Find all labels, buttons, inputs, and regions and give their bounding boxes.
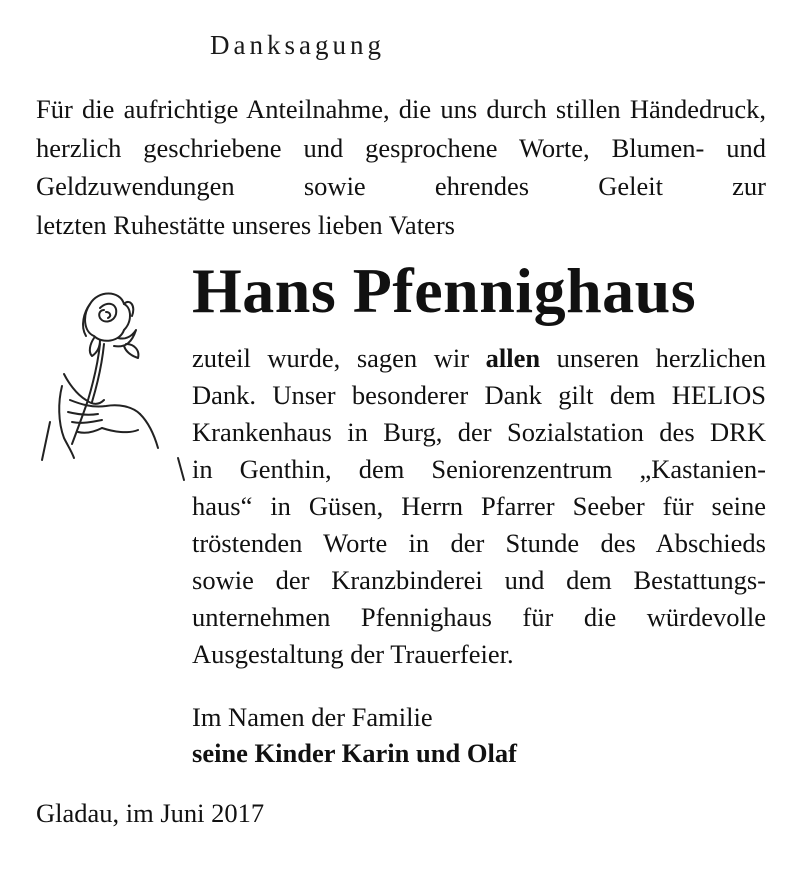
- intro-paragraph: [36, 90, 766, 244]
- deceased-name: Hans Pfennighaus: [192, 255, 697, 326]
- signature-names: seine Kinder Karin und Olaf: [192, 738, 517, 768]
- body-line-3: Krankenhaus in Burg, der Sozialstation des DRK: [192, 417, 766, 447]
- body-line-2: Dank. Unser besonderer Dank gilt dem HELIOS: [192, 380, 766, 410]
- body-line-7: sowie der Kranzbinderei und dem Bestattungs-: [192, 565, 766, 595]
- intro-line-1: Für die aufrichtige Anteilnahme, die uns durch stillen: [36, 94, 621, 124]
- body-paragraph: [192, 340, 766, 673]
- place-and-date: Gladau, im Juni 2017: [36, 798, 265, 828]
- body-line-6: tröstenden Worte in der Stunde des Abschieds: [192, 528, 766, 558]
- body-line-1: zuteil wurde, sagen wir allen unseren herzlichen: [192, 343, 766, 373]
- signature-intro: Im Namen der Familie: [192, 702, 433, 732]
- body-line-5: haus“ in Güsen, Herrn Pfarrer Seeber für seine: [192, 491, 766, 521]
- body-line-4: in Genthin, dem Seniorenzentrum „Kastanien-: [192, 454, 766, 484]
- intro-line-2: Händedruck, herzlich geschriebene und gesprochene Worte,: [36, 94, 767, 163]
- intro-line-4: letzten Ruhestätte unseres lieben Vaters: [36, 209, 455, 240]
- notice-title: Danksagung: [210, 30, 385, 60]
- rose-in-hand-icon: [28, 282, 188, 482]
- intro-line-3: Blumen- und Geldzuwendungen sowie ehrendes Geleit zur: [36, 132, 766, 201]
- body-line-8: unternehmen Pfennighaus für die würdevolle: [192, 602, 766, 632]
- emphasis-allen: allen: [485, 343, 541, 373]
- body-line-9: Ausgestaltung der Trauerfeier.: [192, 639, 514, 669]
